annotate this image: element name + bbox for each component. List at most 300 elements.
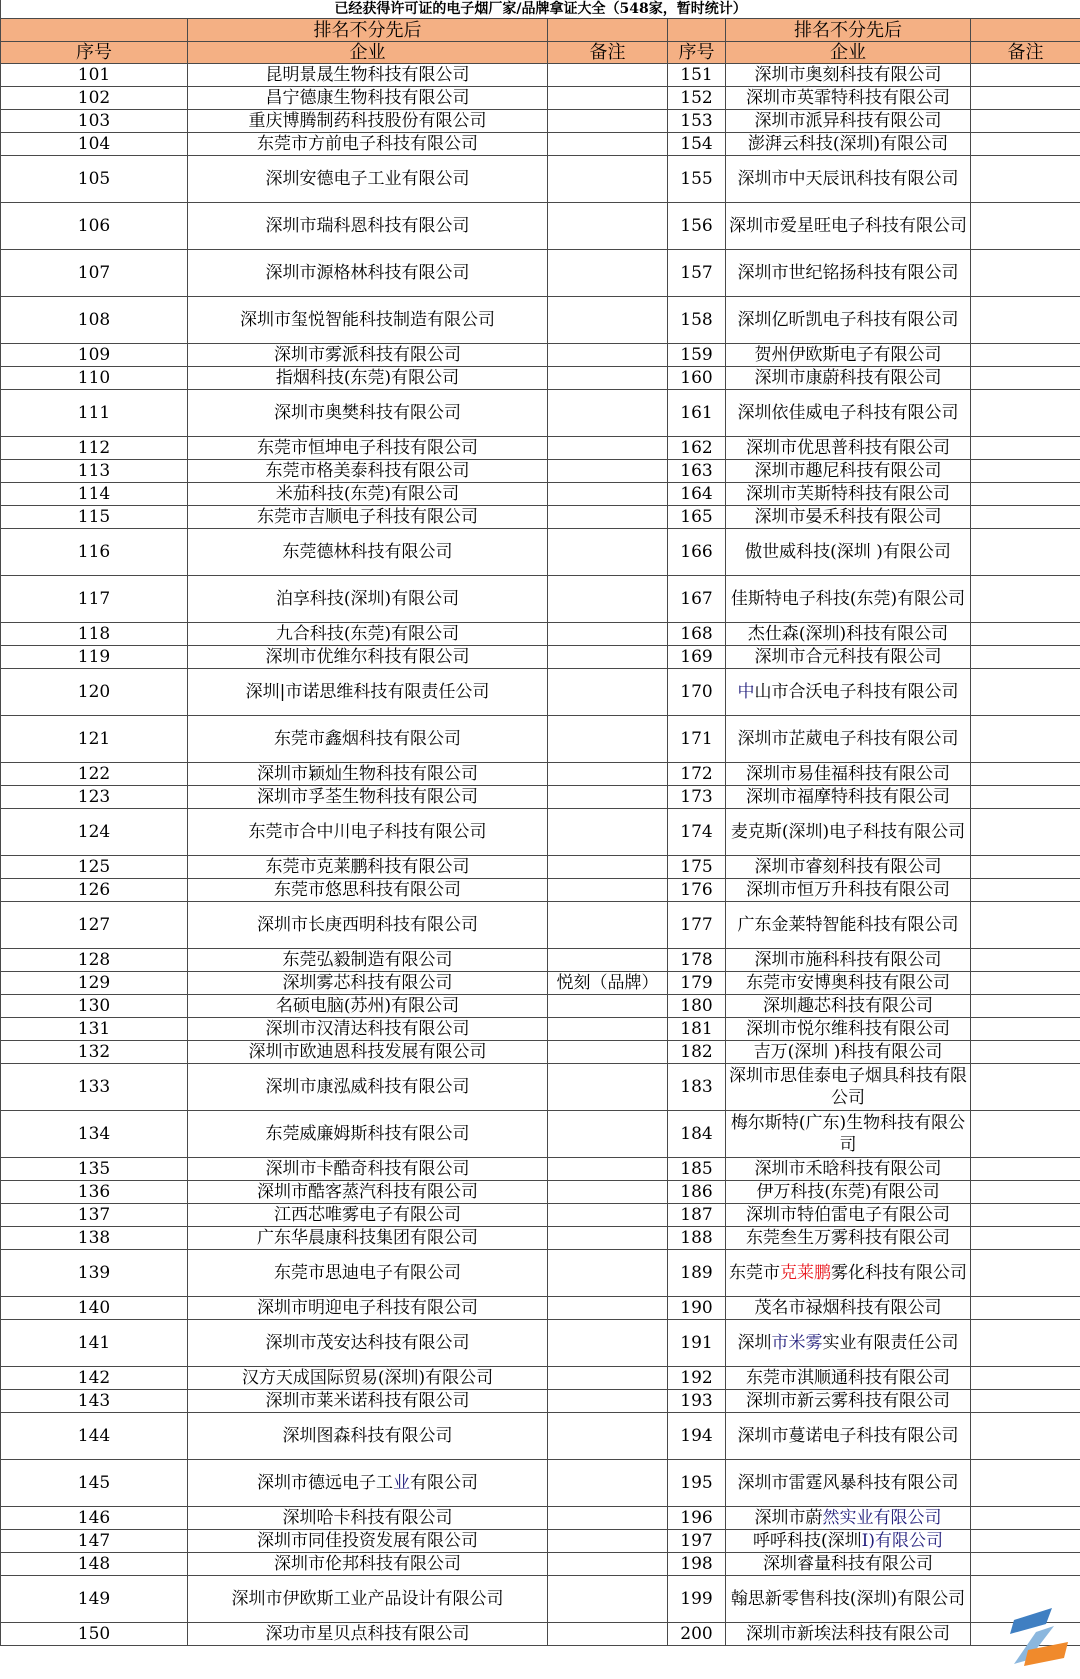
watermark-logo-icon (1006, 1602, 1072, 1672)
company-name-part: 呼呼科技(深圳 (753, 1531, 862, 1551)
company-name-left: 重庆博腾制药科技股份有限公司 (188, 110, 548, 133)
remark-right (971, 250, 1080, 297)
header-blank-left-2 (548, 19, 668, 42)
company-name-left: 汉方天成国际贸易(深圳)有限公司 (188, 1367, 548, 1390)
remark-left (548, 809, 668, 856)
row-number-left: 144 (1, 1413, 188, 1460)
row-number-left: 131 (1, 1018, 188, 1041)
row-number-right: 171 (668, 716, 726, 763)
company-name-right: 麦克斯(深圳)电子科技有限公司 (726, 809, 971, 856)
remark-left (548, 506, 668, 529)
remark-right (971, 949, 1080, 972)
table-row (1, 1204, 1080, 1227)
col-header-remark-right: 备注 (971, 42, 1080, 64)
company-name-left: 江西芯唯雾电子有限公司 (188, 1204, 548, 1227)
group-header-right: 排名不分先后 (726, 19, 971, 42)
row-number-left: 110 (1, 367, 188, 390)
company-name-right: 深圳市蔓诺电子科技有限公司 (726, 1413, 971, 1460)
company-name-right (726, 669, 971, 716)
row-number-right: 159 (668, 344, 726, 367)
row-number-left: 120 (1, 669, 188, 716)
remark-right (971, 902, 1080, 949)
remark-left (548, 1390, 668, 1413)
company-name-left: 名硕电脑(苏州)有限公司 (188, 995, 548, 1018)
company-name-highlight: 业 (393, 1473, 410, 1493)
company-name-left: 东莞市恒坤电子科技有限公司 (188, 437, 548, 460)
company-name-right: 深圳市爱星旺电子科技有限公司 (726, 203, 971, 250)
row-number-right: 175 (668, 856, 726, 879)
company-name-part: 深圳市蔚 (754, 1508, 823, 1528)
remark-left (548, 669, 668, 716)
remark-left (548, 1413, 668, 1460)
table-row (1, 87, 1080, 110)
table-row (1, 1250, 1080, 1297)
table-row (1, 110, 1080, 133)
company-name-part: 雾化科技有限公司 (831, 1263, 967, 1283)
company-name-highlight: 中 (737, 682, 755, 702)
row-number-left: 128 (1, 949, 188, 972)
table-row (1, 949, 1080, 972)
row-number-left: 115 (1, 506, 188, 529)
row-number-left: 129 (1, 972, 188, 995)
remark-right (971, 1413, 1080, 1460)
remark-right (971, 1181, 1080, 1204)
company-name-right: 澎湃云科技(深圳)有限公司 (726, 133, 971, 156)
table-row (1, 64, 1080, 87)
company-name-left: 昆明景晟生物科技有限公司 (188, 64, 548, 87)
remark-left (548, 1367, 668, 1390)
remark-right (971, 716, 1080, 763)
table-row (1, 995, 1080, 1018)
company-name-right (726, 1530, 971, 1553)
row-number-right: 194 (668, 1413, 726, 1460)
company-name-left: 深圳市欧迪恩科技发展有限公司 (188, 1041, 548, 1064)
row-number-right: 190 (668, 1297, 726, 1320)
row-number-left: 130 (1, 995, 188, 1018)
remark-right (971, 623, 1080, 646)
company-name-left: 深圳市酷客蒸汽科技有限公司 (188, 1181, 548, 1204)
company-name-left: 深圳哈卡科技有限公司 (188, 1507, 548, 1530)
row-number-left: 140 (1, 1297, 188, 1320)
company-name-left: 深圳市明迎电子科技有限公司 (188, 1297, 548, 1320)
remark-right (971, 1041, 1080, 1064)
remark-left (548, 1320, 668, 1367)
col-header-company-right: 企业 (726, 42, 971, 64)
row-number-left: 101 (1, 64, 188, 87)
row-number-left: 125 (1, 856, 188, 879)
remark-right (971, 344, 1080, 367)
row-number-right: 152 (668, 87, 726, 110)
remark-left (548, 1181, 668, 1204)
company-name-part: 深圳 (737, 1333, 772, 1353)
row-number-right: 191 (668, 1320, 726, 1367)
group-header-row (1, 19, 1080, 42)
row-number-right: 181 (668, 1018, 726, 1041)
remark-right (971, 786, 1080, 809)
company-name-right: 深圳市施科科技有限公司 (726, 949, 971, 972)
remark-right (971, 1530, 1080, 1553)
company-name-left: 深圳市源格林科技有限公司 (188, 250, 548, 297)
company-name-right: 深圳市新云雾科技有限公司 (726, 1390, 971, 1413)
remark-left (548, 995, 668, 1018)
row-number-right: 195 (668, 1460, 726, 1507)
remark-right (971, 1460, 1080, 1507)
remark-left (548, 203, 668, 250)
row-number-left: 105 (1, 156, 188, 203)
row-number-right: 200 (668, 1623, 726, 1646)
table-row (1, 1320, 1080, 1367)
row-number-right: 153 (668, 110, 726, 133)
row-number-right: 151 (668, 64, 726, 87)
sheet-title: 已经获得许可证的电子烟厂家/品牌拿证大全（548家，暂时统计） (1, 0, 1080, 19)
remark-left (548, 856, 668, 879)
table-row (1, 1553, 1080, 1576)
company-name-right: 深圳市合元科技有限公司 (726, 646, 971, 669)
row-number-left: 108 (1, 297, 188, 344)
row-number-right: 188 (668, 1227, 726, 1250)
col-header-no-left: 序号 (1, 42, 188, 64)
remark-left (548, 1297, 668, 1320)
company-name-left: 广东华晨康科技集团有限公司 (188, 1227, 548, 1250)
remark-left (548, 1064, 668, 1111)
company-name-left: 深圳市同佳投资发展有限公司 (188, 1530, 548, 1553)
company-name-left: 指烟科技(东莞)有限公司 (188, 367, 548, 390)
company-name-left: 深圳图森科技有限公司 (188, 1413, 548, 1460)
company-name-left: 东莞市格美泰科技有限公司 (188, 460, 548, 483)
row-number-left: 114 (1, 483, 188, 506)
row-number-right: 196 (668, 1507, 726, 1530)
company-name-right: 深圳市英霏特科技有限公司 (726, 87, 971, 110)
company-name-left: 昌宁德康生物科技有限公司 (188, 87, 548, 110)
company-name-right: 深圳市禾晗科技有限公司 (726, 1158, 971, 1181)
company-name-right: 深圳市优思普科技有限公司 (726, 437, 971, 460)
row-number-left: 136 (1, 1181, 188, 1204)
company-name-left: 泊享科技(深圳)有限公司 (188, 576, 548, 623)
company-name-left: 深圳市康泓威科技有限公司 (188, 1064, 548, 1111)
remark-right (971, 1390, 1080, 1413)
remark-right (971, 1111, 1080, 1158)
company-name-right: 深圳市新埃法科技有限公司 (726, 1623, 971, 1646)
table-row (1, 1181, 1080, 1204)
remark-left (548, 879, 668, 902)
remark-left (548, 1553, 668, 1576)
row-number-right: 174 (668, 809, 726, 856)
header-blank-right (668, 19, 726, 42)
table-row (1, 344, 1080, 367)
row-number-left: 150 (1, 1623, 188, 1646)
row-number-right: 169 (668, 646, 726, 669)
remark-right (971, 1064, 1080, 1111)
remark-right (971, 972, 1080, 995)
table-row (1, 203, 1080, 250)
remark-right (971, 1297, 1080, 1320)
company-name-right: 伊万科技(东莞)有限公司 (726, 1181, 971, 1204)
col-header-company-left: 企业 (188, 42, 548, 64)
remark-right (971, 1367, 1080, 1390)
remark-right (971, 133, 1080, 156)
row-number-right: 166 (668, 529, 726, 576)
company-name-right: 深圳市特伯雷电子有限公司 (726, 1204, 971, 1227)
remark-right (971, 156, 1080, 203)
table-row (1, 1530, 1080, 1553)
remark-right (971, 64, 1080, 87)
remark-left (548, 110, 668, 133)
remark-left (548, 1576, 668, 1623)
row-number-left: 126 (1, 879, 188, 902)
table-row (1, 902, 1080, 949)
row-number-left: 116 (1, 529, 188, 576)
table-row (1, 716, 1080, 763)
row-number-right: 198 (668, 1553, 726, 1576)
header-blank-right-2 (971, 19, 1080, 42)
company-name-left: 深圳市瑞科恩科技有限公司 (188, 203, 548, 250)
company-name-left: 深圳市汉清达科技有限公司 (188, 1018, 548, 1041)
table-row (1, 1158, 1080, 1181)
header-blank-left (1, 19, 188, 42)
row-number-left: 135 (1, 1158, 188, 1181)
remark-right (971, 763, 1080, 786)
table-row (1, 856, 1080, 879)
company-name-highlight: 克莱鹏 (780, 1263, 831, 1283)
company-name-right: 深圳市恒万升科技有限公司 (726, 879, 971, 902)
column-header-row (1, 42, 1080, 64)
group-header-left: 排名不分先后 (188, 19, 548, 42)
remark-right (971, 1227, 1080, 1250)
row-number-right: 156 (668, 203, 726, 250)
row-number-left: 124 (1, 809, 188, 856)
company-name-right: 深圳市趣尼科技有限公司 (726, 460, 971, 483)
remark-right (971, 506, 1080, 529)
remark-left (548, 763, 668, 786)
remark-left (548, 297, 668, 344)
company-name-left: 东莞弘毅制造有限公司 (188, 949, 548, 972)
remark-right (971, 995, 1080, 1018)
remark-right (971, 1204, 1080, 1227)
row-number-right: 165 (668, 506, 726, 529)
row-number-right: 170 (668, 669, 726, 716)
row-number-left: 127 (1, 902, 188, 949)
row-number-left: 137 (1, 1204, 188, 1227)
row-number-right: 185 (668, 1158, 726, 1181)
row-number-left: 119 (1, 646, 188, 669)
table-row (1, 156, 1080, 203)
row-number-right: 157 (668, 250, 726, 297)
row-number-right: 182 (668, 1041, 726, 1064)
table-row (1, 297, 1080, 344)
table-row (1, 1576, 1080, 1623)
table-row (1, 623, 1080, 646)
row-number-right: 189 (668, 1250, 726, 1297)
row-number-right: 179 (668, 972, 726, 995)
company-name-left: 深圳市玺悦智能科技制造有限公司 (188, 297, 548, 344)
company-name-left: 东莞市悠思科技有限公司 (188, 879, 548, 902)
row-number-right: 163 (668, 460, 726, 483)
company-name-left: 东莞德林科技有限公司 (188, 529, 548, 576)
company-name-right (726, 1250, 971, 1297)
company-name-left: 深圳市卡酷奇科技有限公司 (188, 1158, 548, 1181)
company-name-left: 深圳|市诺思维科技有限责任公司 (188, 669, 548, 716)
row-number-left: 132 (1, 1041, 188, 1064)
company-name-right: 梅尔斯特(广东)生物科技有限公司 (726, 1111, 971, 1158)
row-number-left: 148 (1, 1553, 188, 1576)
remark-left (548, 64, 668, 87)
company-name-part: 山市合沃电子科技有限公司 (754, 682, 959, 702)
remark-left (548, 1530, 668, 1553)
remark-right (971, 203, 1080, 250)
row-number-left: 121 (1, 716, 188, 763)
remark-left (548, 344, 668, 367)
company-name-left: 深圳市伦邦科技有限公司 (188, 1553, 548, 1576)
table-row (1, 669, 1080, 716)
remark-left (548, 133, 668, 156)
company-name-left: 东莞市鑫烟科技有限公司 (188, 716, 548, 763)
row-number-left: 149 (1, 1576, 188, 1623)
company-name-right: 吉万(深圳 )科技有限公司 (726, 1041, 971, 1064)
company-name-left: 东莞市合中川电子科技有限公司 (188, 809, 548, 856)
company-name-part: 深圳市德远电子工 (257, 1473, 393, 1493)
remark-right (971, 1553, 1080, 1576)
table-row (1, 1623, 1080, 1646)
remark-right (971, 390, 1080, 437)
remark-left (548, 460, 668, 483)
remark-left (548, 1250, 668, 1297)
company-name-left: 东莞市方前电子科技有限公司 (188, 133, 548, 156)
company-name-left: 深圳市伊欧斯工业产品设计有限公司 (188, 1576, 548, 1623)
row-number-right: 172 (668, 763, 726, 786)
company-name-right: 傲世威科技(深圳 )有限公司 (726, 529, 971, 576)
company-name-right: 广东金莱特智能科技有限公司 (726, 902, 971, 949)
remark-right (971, 669, 1080, 716)
table-row (1, 1460, 1080, 1507)
row-number-left: 141 (1, 1320, 188, 1367)
row-number-right: 168 (668, 623, 726, 646)
remark-right (971, 483, 1080, 506)
company-name-right: 深圳市芙斯特科技有限公司 (726, 483, 971, 506)
remark-left (548, 367, 668, 390)
remark-right (971, 87, 1080, 110)
company-name-left: 深圳市莱米诺科技有限公司 (188, 1390, 548, 1413)
remark-left (548, 949, 668, 972)
table-row (1, 483, 1080, 506)
company-name-highlight: I)有限公司 (861, 1531, 943, 1551)
row-number-left: 138 (1, 1227, 188, 1250)
row-number-left: 118 (1, 623, 188, 646)
row-number-right: 176 (668, 879, 726, 902)
table-row (1, 1018, 1080, 1041)
remark-left (548, 1460, 668, 1507)
remark-right (971, 460, 1080, 483)
table-row (1, 1507, 1080, 1530)
row-number-left: 111 (1, 390, 188, 437)
company-name-right: 东莞市安博奥科技有限公司 (726, 972, 971, 995)
row-number-right: 180 (668, 995, 726, 1018)
row-number-left: 143 (1, 1390, 188, 1413)
row-number-right: 158 (668, 297, 726, 344)
remark-left (548, 87, 668, 110)
company-name-right: 深圳市晏禾科技有限公司 (726, 506, 971, 529)
table-row (1, 1111, 1080, 1158)
company-name-highlight: 市米雾 (771, 1333, 823, 1353)
row-number-right: 193 (668, 1390, 726, 1413)
table-row (1, 1041, 1080, 1064)
remark-right (971, 809, 1080, 856)
company-name-left: 深圳市茂安达科技有限公司 (188, 1320, 548, 1367)
remark-left (548, 483, 668, 506)
company-name-left: 深功市星贝点科技有限公司 (188, 1623, 548, 1646)
remark-left (548, 1204, 668, 1227)
remark-left (548, 390, 668, 437)
remark-left (548, 437, 668, 460)
remark-right (971, 529, 1080, 576)
table-row (1, 809, 1080, 856)
remark-left (548, 250, 668, 297)
row-number-right: 197 (668, 1530, 726, 1553)
row-number-right: 186 (668, 1181, 726, 1204)
remark-left (548, 1111, 668, 1158)
company-name-left (188, 1460, 548, 1507)
company-name-left: 深圳市奥樊科技有限公司 (188, 390, 548, 437)
remark-right (971, 1507, 1080, 1530)
company-name-left: 深圳市长庚西明科技有限公司 (188, 902, 548, 949)
remark-right (971, 1320, 1080, 1367)
remark-right (971, 437, 1080, 460)
company-name-right: 深圳市福摩特科技有限公司 (726, 786, 971, 809)
remark-right (971, 1018, 1080, 1041)
row-number-left: 106 (1, 203, 188, 250)
company-name-left: 深圳雾芯科技有限公司 (188, 972, 548, 995)
company-name-right: 深圳市易佳福科技有限公司 (726, 763, 971, 786)
table-row (1, 250, 1080, 297)
row-number-left: 142 (1, 1367, 188, 1390)
remark-right (971, 646, 1080, 669)
table-row (1, 1390, 1080, 1413)
company-name-right: 佳斯特电子科技(东莞)有限公司 (726, 576, 971, 623)
title-row (1, 0, 1080, 19)
table-row (1, 763, 1080, 786)
row-number-left: 145 (1, 1460, 188, 1507)
remark-right (971, 1250, 1080, 1297)
company-name-left: 深圳市优维尔科技有限公司 (188, 646, 548, 669)
remark-left (548, 1158, 668, 1181)
remark-right (971, 297, 1080, 344)
company-name-right: 深圳市奥刻科技有限公司 (726, 64, 971, 87)
company-name-right (726, 1507, 971, 1530)
table-row (1, 1227, 1080, 1250)
remark-left (548, 1041, 668, 1064)
table-row (1, 460, 1080, 483)
table-row (1, 529, 1080, 576)
company-name-left: 深圳市雾派科技有限公司 (188, 344, 548, 367)
remark-left (548, 1227, 668, 1250)
row-number-right: 177 (668, 902, 726, 949)
row-number-left: 109 (1, 344, 188, 367)
remark-left (548, 1507, 668, 1530)
company-name-right: 深圳市中天辰讯科技有限公司 (726, 156, 971, 203)
company-name-part: 有限公司 (410, 1473, 478, 1493)
company-name-left: 九合科技(东莞)有限公司 (188, 623, 548, 646)
row-number-right: 183 (668, 1064, 726, 1111)
company-name-right: 贺州伊欧斯电子有限公司 (726, 344, 971, 367)
company-name-left: 米茄科技(东莞)有限公司 (188, 483, 548, 506)
company-name-right: 深圳市世纪铭扬科技有限公司 (726, 250, 971, 297)
row-number-right: 154 (668, 133, 726, 156)
row-number-right: 192 (668, 1367, 726, 1390)
company-name-left: 东莞市思迪电子有限公司 (188, 1250, 548, 1297)
remark-left (548, 576, 668, 623)
col-header-remark-left: 备注 (548, 42, 668, 64)
table-row (1, 390, 1080, 437)
company-name-right: 深圳市芷葳电子科技有限公司 (726, 716, 971, 763)
